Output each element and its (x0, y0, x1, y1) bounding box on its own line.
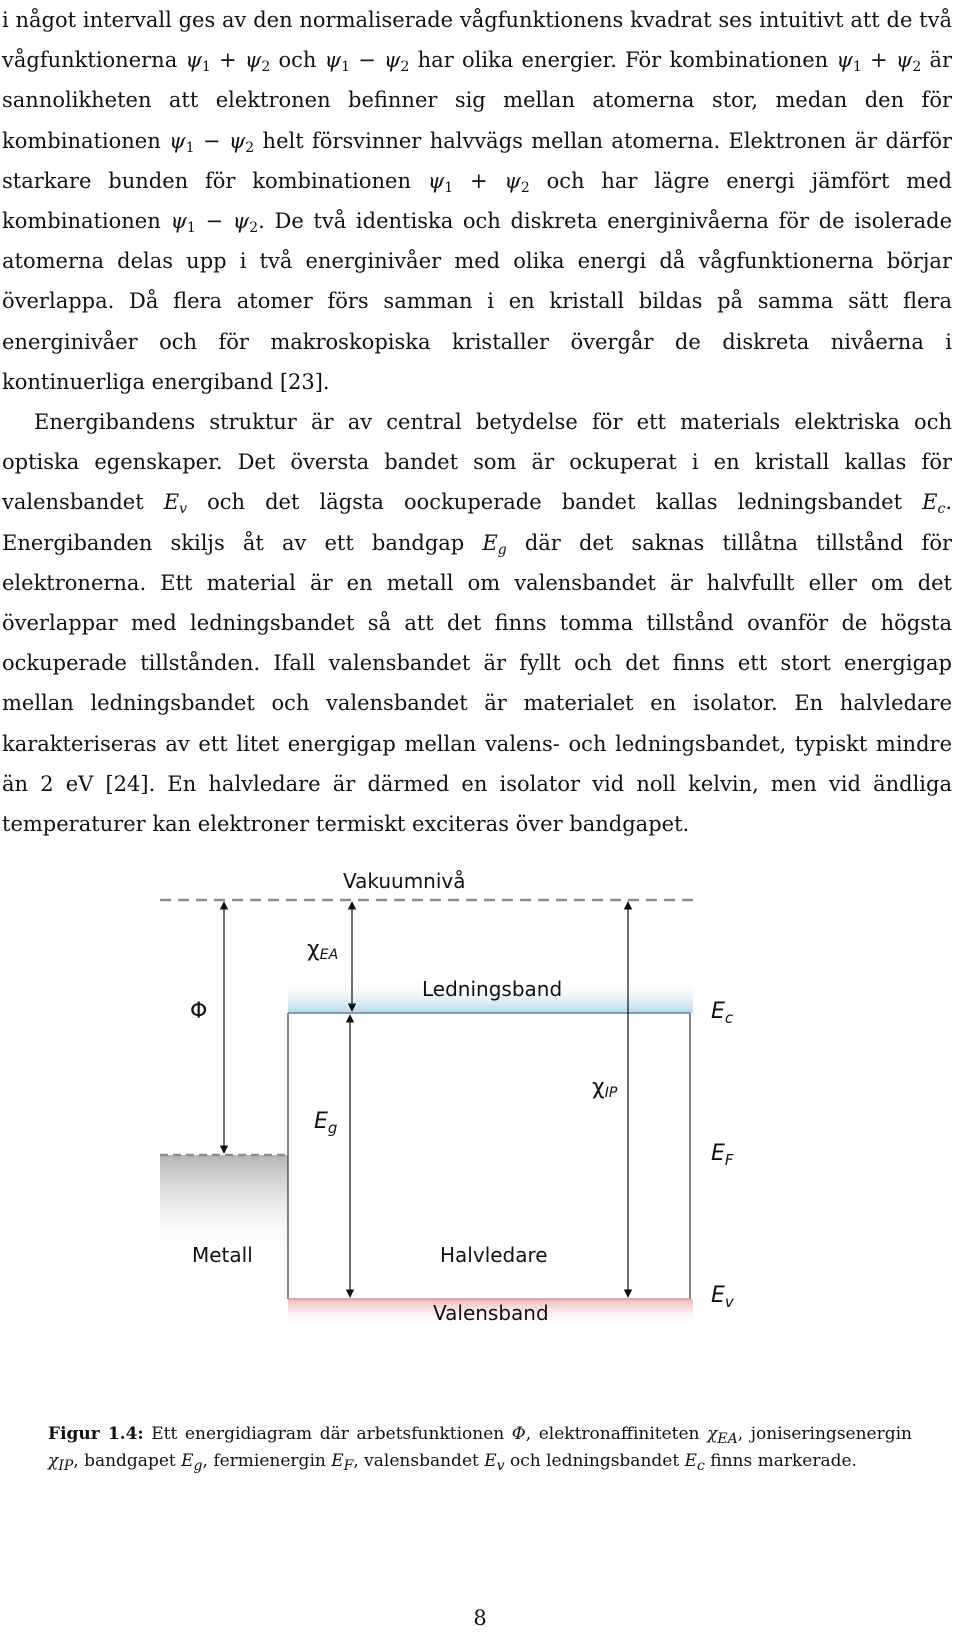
phi-label: Φ (190, 999, 208, 1024)
paragraph-1: i något intervall ges av den normaliserade vågfunktionens kvadrat ses intuitivt att de två vågfunktionerna $\psi_1 + \psi_2$ och $\psi_1 - \psi_2$ har olika energier. För kombinationen $\psi_1 + \psi_2$ är sannolikheten att elektronen befinner sig mellan atomerna stor, medan den för kombinationen $\psi_1 - \psi_2$ helt försvinner halvvägs mellan atomerna. Elektronen är därför starkare bunden för kombinationen $\psi_1 + \psi_2$ och har lägre energi jämfört med kombinationen $\psi_1 - \psi_2$. De två identiska och diskreta energinivåerna för de isolerade atomerna delas upp i två energinivåer med olika energi då vågfunktionerna börjar överlappa. Då flera atomer förs samman i en kristall bildas på samma sätt flera energinivåer och för makroskopiska kristaller övergår de diskreta nivåerna i kontinuerliga energiband [23]. (2, 8, 953, 394)
ec-label: $E_c$ (711, 999, 734, 1027)
vacuum-level-label: Vakuumnivå (343, 869, 466, 893)
eg-label: $E_g$ (314, 1109, 338, 1137)
valence-band-label: Valensband (433, 1301, 549, 1325)
conduction-band-label: Ledningsband (422, 977, 563, 1001)
page-number: 8 (473, 1606, 487, 1630)
chi-ip-label: χIP (592, 1075, 618, 1101)
ev-label: $E_v$ (711, 1283, 734, 1311)
figure-label: Figur 1.4: (48, 1424, 144, 1444)
ef-label: $E_F$ (711, 1141, 734, 1169)
semiconductor-label: Halvledare (440, 1243, 548, 1267)
energy-diagram (150, 868, 790, 1388)
chi-ea-label: χEA (307, 937, 339, 963)
math-psi: ψ (185, 48, 202, 73)
paragraph-2: Energibandens struktur är av central betydelse för ett materials elektriska och optiska egenskaper. Det översta bandet som är ockuperat i en kristall kallas för valensbandet $E_v$ och det lägsta oockuperade bandet kallas ledningsbandet $E_c$. Energibanden skiljs åt av ett bandgap $E_g$ där det saknas tillåtna tillstånd för elektronerna. Ett material är en metall om valensbandet är halvfullt eller om det överlappar med ledningsbandet så att det finns tomma tillstånd ovanför de högsta ockuperade tillstånden. Ifall valensbandet är fyllt och det finns ett stort energigap mellan ledningsbandet och valensbandet är materialet en isolator. En halvledare karakteriseras av ett litet energigap mellan valens- och ledningsbandet, typiskt mindre än 2 eV [24]. En halvledare är därmed en isolator vid noll kelvin, men vid ändliga temperaturer kan elektroner termiskt exciteras över bandgapet. (2, 410, 953, 837)
body-text (2, 0, 952, 844)
math-psi: ψ (244, 48, 262, 73)
energy-diagram-svg (150, 868, 790, 1388)
metal-label: Metall (192, 1243, 253, 1267)
figure-caption: Figur 1.4: Ett energidiagram där arbetsfunktionen Φ, elektronaffiniteten $\chi_{EA}$, joniseringsenergin $\chi_{IP}$, bandgapet $E_g$, fermienergin $E_F$, valensbandet $E_v$ och ledningsbandet $E_c$ finns markerade. (48, 1424, 913, 1474)
